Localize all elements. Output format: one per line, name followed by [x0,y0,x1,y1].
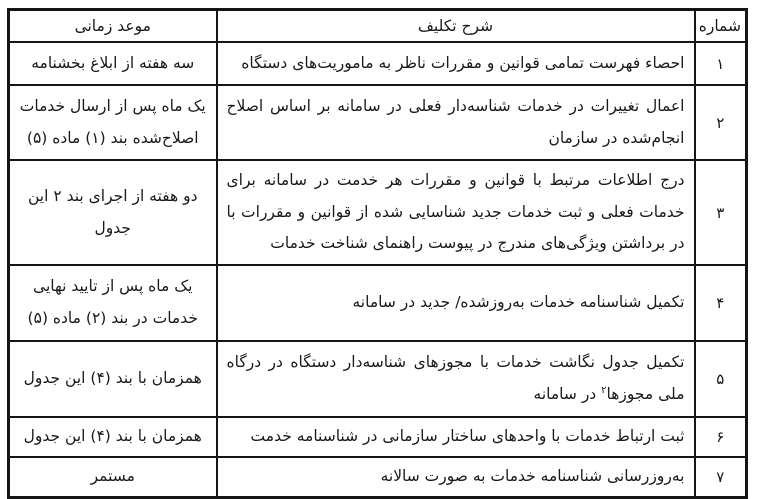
table-row-5 [9,341,747,417]
row-deadline: دو هفته از اجرای بند ۲ این جدول [9,160,217,265]
tasks-table [7,8,748,499]
row-task [217,341,695,417]
row-task: به‌روزرسانی شناسنامه خدمات به صورت سالانه [217,457,695,498]
row-number: ۲ [695,85,747,160]
table-row-7 [9,457,747,498]
row-number: ۱ [695,42,747,85]
row-task: اعمال تغییرات در خدمات شناسه‌دار فعلی در سامانه بر اساس اصلاح انجام‌شده در سازمان [217,85,695,160]
footnote-marker: ۲ [601,384,607,396]
row-number: ۵ [695,341,747,417]
header-task: شرح تکلیف [217,10,695,43]
row-number: ۷ [695,457,747,498]
row-task-text: تکمیل جدول نگاشت خدمات با مجوزهای شناسه‌دار دستگاه در درگاه ملی مجوزها [226,353,685,403]
table-header-row [9,10,747,43]
table-row-4 [9,265,747,341]
table-row-6 [9,417,747,457]
row-deadline: همزمان با بند (۴) این جدول [9,341,217,417]
row-task: ثبت ارتباط خدمات با واحدهای ساختار سازمانی در شناسنامه خدمت [217,417,695,457]
row-task: تکمیل شناسنامه خدمات به‌روزشده/ جدید در سامانه [217,265,695,341]
row-deadline: مستمر [9,457,217,498]
table-row-3 [9,160,747,265]
header-deadline: موعد زمانی [9,10,217,43]
table-row-2 [9,85,747,160]
row-task-text-cont: در سامانه [533,385,602,403]
row-deadline: همزمان با بند (۴) این جدول [9,417,217,457]
header-number: شماره [695,10,747,43]
row-task: درج اطلاعات مرتبط با قوانین و مقررات هر خدمت در سامانه برای خدمات فعلی و ثبت خدمات جدید شناسایی شده از قوانین و مقررات با در برداشتن ویژگی‌های مندرج در پیوست راهنمای شناخت خدمات [217,160,695,265]
row-number: ۴ [695,265,747,341]
row-task: احصاء فهرست تمامی قوانین و مقررات ناظر به ماموریت‌های دستگاه [217,42,695,85]
row-number: ۳ [695,160,747,265]
table-row-1 [9,42,747,85]
row-number: ۶ [695,417,747,457]
row-deadline: یک ماه پس از ارسال خدمات اصلاح‌شده بند (۱) ماده (۵) [9,85,217,160]
row-deadline: یک ماه پس از تایید نهایی خدمات در بند (۲) ماده (۵) [9,265,217,341]
row-deadline: سه هفته از ابلاغ بخشنامه [9,42,217,85]
